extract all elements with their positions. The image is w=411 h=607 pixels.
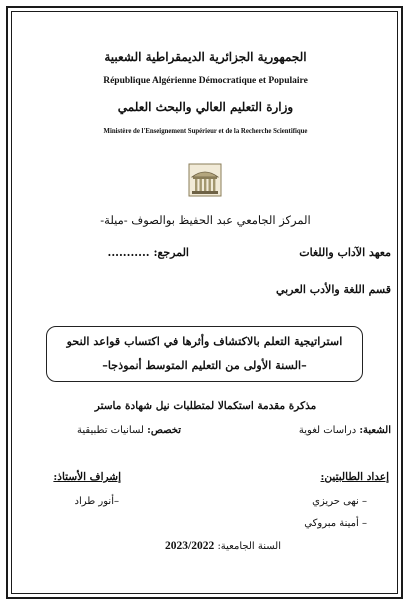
specialty-label: تخصص: xyxy=(147,425,181,436)
specialty-value: لسانيات تطبيقية xyxy=(77,425,144,436)
republic-french: République Algérienne Démocratique et Populaire xyxy=(103,76,308,86)
reference-field: المرجع: ........... xyxy=(107,246,189,259)
academic-year-row xyxy=(165,540,281,552)
institute-name: معهد الآداب واللغات xyxy=(299,246,391,259)
student-name-1: – نهى حريزي xyxy=(312,496,367,507)
thesis-title-line1: استراتيجية التعلم بالاكتشاف وأثرها في اكتساب قواعد النحو xyxy=(66,334,343,348)
supervisor-name: –أنور طراد xyxy=(74,496,119,507)
students-label: إعداد الطالبتين: xyxy=(320,471,389,483)
academic-year-value: 2023/2022 xyxy=(165,540,215,552)
academic-year-label: السنة الجامعية: xyxy=(217,541,281,552)
department-name: قسم اللغة والأدب العربي xyxy=(275,283,391,296)
ministry-arabic: وزارة التعليم العالي والبحث العلمي xyxy=(117,100,294,114)
university-building-icon xyxy=(188,163,222,197)
branch-value: دراسات لغوية xyxy=(298,425,357,436)
thesis-title-box xyxy=(46,326,363,382)
thesis-description: مذكرة مقدمة استكمالا لمتطلبات نيل شهادة ماستر xyxy=(94,400,317,412)
branch-row xyxy=(299,425,391,436)
thesis-title-line2: –السنة الأولى من التعليم المتوسط أنموذجا– xyxy=(102,358,307,372)
republic-arabic: الجمهورية الجزائرية الديمقراطية الشعبية xyxy=(104,50,307,64)
supervisor-label: إشراف الأستاذ: xyxy=(53,471,121,483)
university-center-name: المركز الجامعي عبد الحفيظ بوالصوف -ميلة- xyxy=(100,213,311,227)
branch-label: الشعبة: xyxy=(359,425,391,436)
student-name-2: – أمينة مبروكي xyxy=(304,518,367,529)
specialty-row xyxy=(77,425,181,436)
ministry-french: Ministère de l'Enseignement Supérieur et de la Recherche Scientifique xyxy=(103,128,308,135)
